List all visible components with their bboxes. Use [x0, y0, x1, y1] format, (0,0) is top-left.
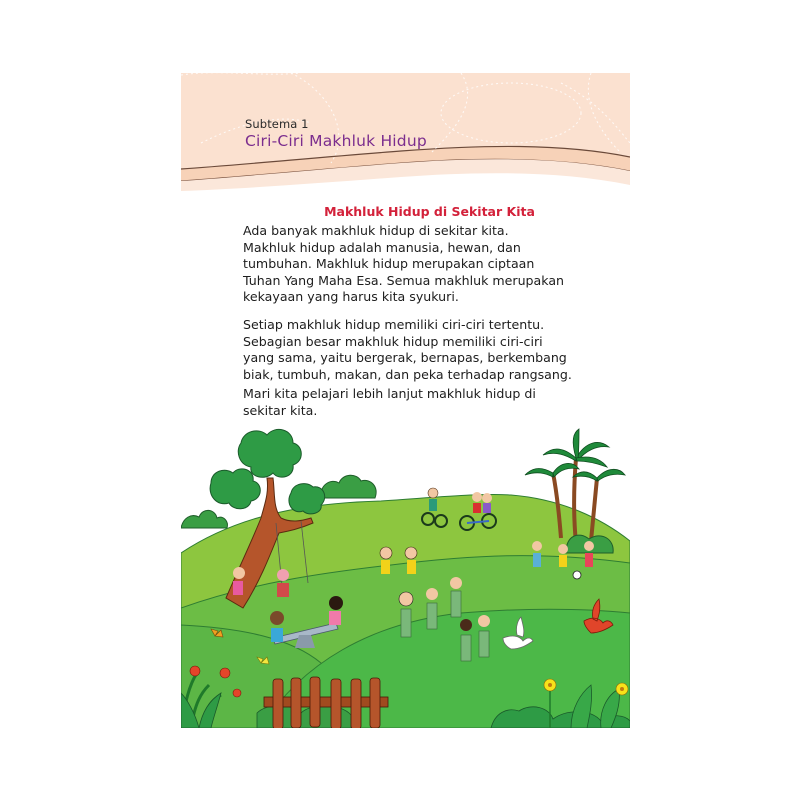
paragraph-1: [243, 223, 613, 306]
subtema-label: Subtema 1: [245, 117, 309, 131]
paragraph-line: Tuhan Yang Maha Esa. Semua makhluk merupakan: [243, 272, 565, 288]
paragraph-line: Sebagian besar makhluk hidup memiliki ciri-ciri: [243, 333, 543, 349]
paragraph-line: Ada banyak makhluk hidup di sekitar kita.: [243, 223, 509, 238]
subtheme-header-band: [181, 73, 630, 198]
theme-title: Ciri-Ciri Makhluk Hidup: [245, 132, 427, 150]
paragraph-3: [243, 386, 613, 419]
paragraph-line: Setiap makhluk hidup memiliki ciri-ciri tertentu.: [243, 317, 545, 332]
paragraph-line: tumbuhan. Makhluk hidup merupakan ciptaan: [243, 256, 535, 272]
paragraph-line: biak, tumbuh, makan, dan peka terhadap rangsang.: [243, 366, 572, 382]
paragraph-2: [243, 317, 613, 383]
paragraph-line: Mari kita pelajari lebih lanjut makhluk hidup di: [243, 386, 536, 401]
paragraph-line: kekayaan yang harus kita syukuri.: [243, 289, 459, 305]
park-illustration: [181, 423, 630, 728]
textbook-page: [181, 73, 630, 728]
paragraph-line: yang sama, yaitu bergerak, bernapas, berkembang: [243, 350, 567, 366]
section-title: Makhluk Hidup di Sekitar Kita: [324, 204, 535, 219]
paragraph-line: Makhluk hidup adalah manusia, hewan, dan: [243, 239, 521, 255]
paragraph-line: sekitar kita.: [243, 402, 318, 418]
